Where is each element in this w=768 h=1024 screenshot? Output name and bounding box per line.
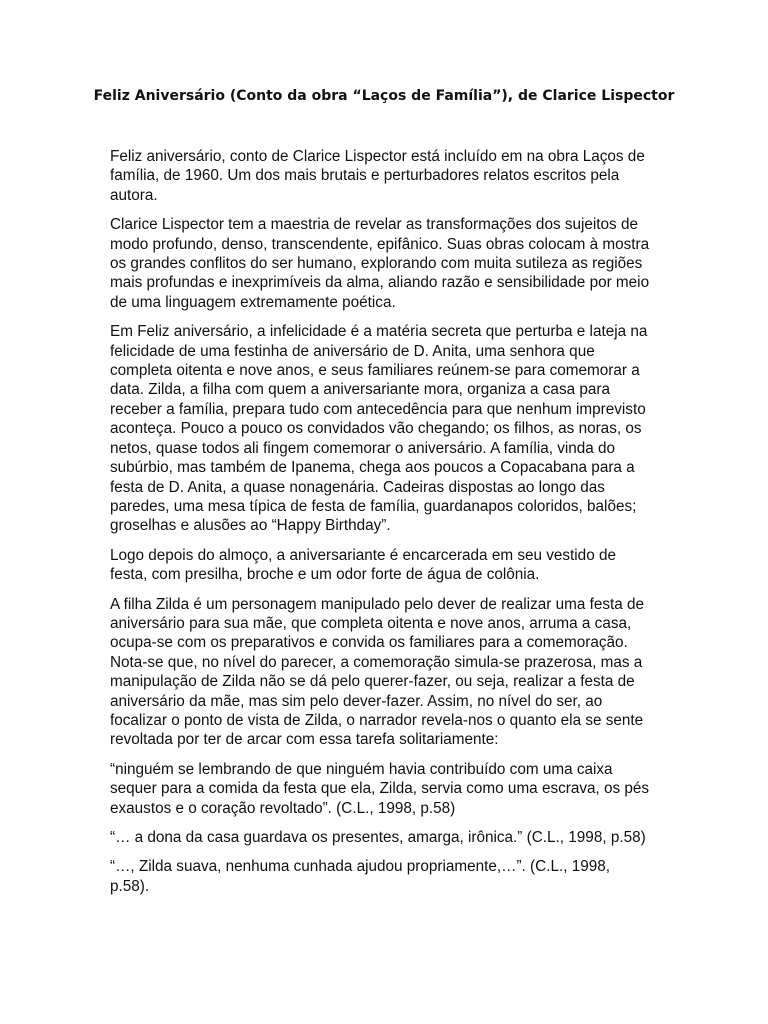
paragraph-line: aniversário para sua mãe, que completa oitenta e nove anos, arruma a casa,: [110, 614, 632, 632]
paragraph-line: A filha Zilda é um personagem manipulado pelo dever de realizar uma festa de: [110, 595, 645, 613]
paragraph-line: de uma linguagem extremamente poética.: [110, 293, 396, 311]
paragraph-line: autora.: [110, 186, 158, 204]
paragraph-line: manipulação de Zilda não se dá pelo querer-fazer, ou seja, realizar a festa de: [110, 673, 635, 691]
paragraph-line: paredes, uma mesa típica de festa de família, guardanapos coloridos, balões;: [110, 497, 637, 515]
paragraph-line: família, de 1960. Um dos mais brutais e perturbadores relatos escritos pela: [110, 167, 620, 185]
document-body: [110, 147, 670, 906]
paragraph-line: festa de D. Anita, a quase nonagenária. Cadeiras dispostas ao longo das: [110, 478, 605, 496]
paragraph-line: subúrbio, mas também de Ipanema, chega aos poucos a Copacabana para a: [110, 459, 635, 477]
paragraph-line: netos, quase todos ali fingem comemorar o aniversário. A família, vinda do: [110, 439, 616, 457]
paragraph-line: aniversário da mãe, mas sim pelo dever-fazer. Assim, no nível do ser, ao: [110, 692, 603, 710]
paragraph: [110, 546, 670, 585]
paragraph-line: “…, Zilda suava, nenhuma cunhada ajudou propriamente,…”. (C.L., 1998,: [110, 858, 610, 876]
paragraph-line: felicidade de uma festinha de aniversário de D. Anita, uma senhora que: [110, 342, 595, 360]
paragraph-line: focalizar o ponto de vista de Zilda, o narrador revela-nos o quanto ela se sente: [110, 711, 644, 729]
paragraph-line: sequer para a comida da festa que ela, Zilda, servia como uma escrava, os pés: [110, 780, 650, 798]
paragraph: [110, 857, 670, 896]
paragraph-line: Feliz aniversário, conto de Clarice Lispector está incluído em na obra Laços de: [110, 148, 645, 165]
document-title: Feliz Aniversário (Conto da obra “Laços de Família”), de Clarice Lispector: [93, 88, 675, 104]
paragraph-line: Logo depois do almoço, a aniversariante é encarcerada em seu vestido de: [110, 546, 616, 564]
paragraph: [110, 828, 670, 847]
paragraph: [110, 147, 670, 205]
paragraph-line: “… a dona da casa guardava os presentes, amarga, irônica.” (C.L., 1998, p.58): [110, 829, 646, 846]
paragraph-line: exaustos e o coração revoltado”. (C.L., 1998, p.58): [110, 799, 456, 817]
paragraph-line: festa, com presilha, broche e um odor forte de água de colônia.: [110, 566, 540, 584]
paragraph-line: os grandes conflitos do ser humano, explorando com muita sutileza as regiões: [110, 255, 643, 273]
paragraph: [110, 760, 670, 818]
paragraph: [110, 595, 670, 750]
paragraph-line: revoltada por ter de arcar com essa tarefa solitariamente:: [110, 731, 499, 749]
paragraph-line: aconteça. Pouco a pouco os convidados vão chegando; os filhos, as noras, os: [110, 420, 642, 438]
paragraph-line: modo profundo, denso, transcendente, epifânico. Suas obras colocam à mostra: [110, 235, 650, 253]
paragraph-line: ocupa-se com os preparativos e convida os familiares para a comemoração.: [110, 634, 628, 652]
paragraph-line: data. Zilda, a filha com quem a aniversariante mora, organiza a casa para: [110, 381, 610, 399]
paragraph-line: completa oitenta e nove anos, e seus familiares reúnem-se para comemorar a: [110, 362, 640, 380]
paragraph-line: “ninguém se lembrando de que ninguém havia contribuído com uma caixa: [110, 760, 613, 778]
paragraph: [110, 215, 670, 312]
paragraph-line: p.58).: [110, 877, 150, 895]
paragraph-line: receber a família, prepara tudo com antecedência para que nenhum imprevisto: [110, 400, 646, 418]
paragraph: [110, 322, 670, 535]
paragraph-line: Nota-se que, no nível do parecer, a comemoração simula-se prazerosa, mas a: [110, 653, 643, 671]
paragraph-line: Clarice Lispector tem a maestria de revelar as transformações dos sujeitos de: [110, 216, 638, 234]
paragraph-line: mais profundas e inexprimíveis da alma, aliando razão e sensibilidade por meio: [110, 274, 650, 292]
paragraph-line: Em Feliz aniversário, a infelicidade é a matéria secreta que perturba e lateja na: [110, 323, 648, 341]
paragraph-line: groselhas e alusões ao “Happy Birthday”.: [110, 517, 391, 535]
